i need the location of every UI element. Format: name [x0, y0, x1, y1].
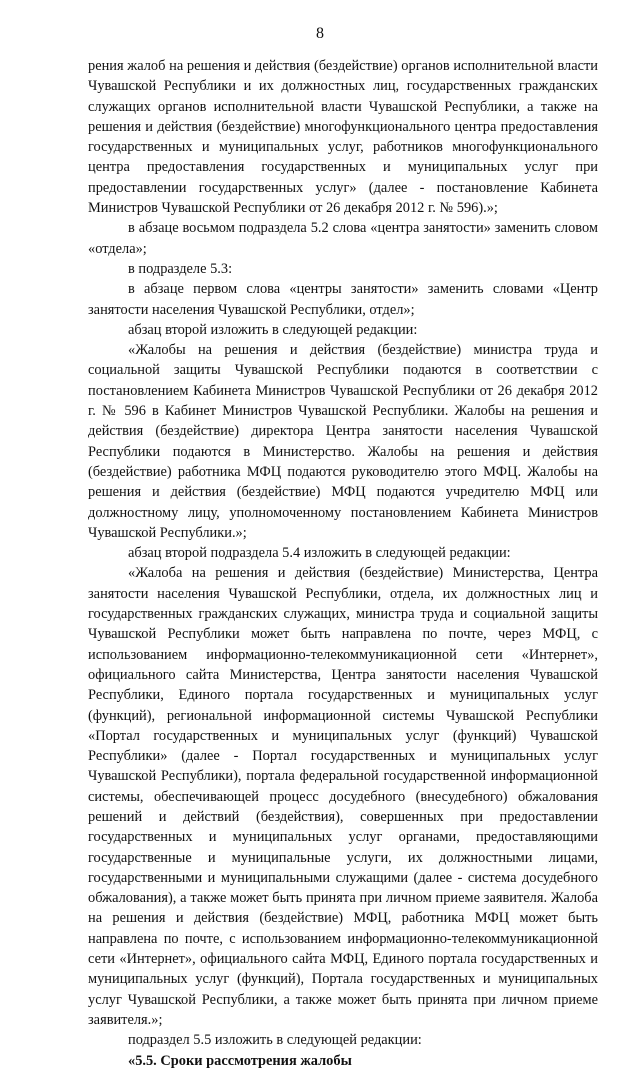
section-heading-5-5: «5.5. Сроки рассмотрения жалобы: [128, 1052, 352, 1069]
paragraph-subsection-5-3: в подразделе 5.3:: [128, 260, 233, 277]
paragraph-second-para-intro: абзац второй изложить в следующей редакции:: [128, 321, 418, 338]
paragraph-subsection-5-5-intro: подраздел 5.5 изложить в следующей редакции:: [128, 1032, 422, 1049]
paragraph-amendment-5-2: в абзаце восьмом подраздела 5.2 слова «центра занятости» заменить словом «отдела»;: [88, 220, 598, 257]
document-body: [88, 56, 598, 1071]
paragraph-continuation: рения жалоб на решения и действия (бездействие) органов исполнительной власти Чувашской Республики и их должностных лиц, государственных гражданских служащих органов исполнительной власти Чувашской Республики, а также на решения и действия (бездействие) многофункционального центра предоставления государственных и муниципальных услуг, работников многофункционального центра предоставления государственных и муниципальных услуг при предоставлении государственных услуг» (далее - постановление Кабинета Министров Чувашской Республики от 26 декабря 2012 г. № 596).»;: [88, 58, 598, 217]
page-number: 8: [316, 25, 324, 42]
paragraph-amendment-5-3-first: в абзаце первом слова «центры занятости» заменить словами «Центр занятости населения Чувашской Республики, отдел»;: [88, 281, 598, 318]
paragraph-complaint-channels-quote: «Жалоба на решения и действия (бездействие) Министерства, Центра занятости населения Чувашской Республики, отдела, их должностных лиц и государственных гражданских служащих, министра труда и социальной защиты Чувашской Республики может быть направлена по почте, через МФЦ, с использованием информационно-телекоммуникационной сети «Интернет», официального сайта Министерства, Центра занятости населения Чувашской Республики, Единого портала государственных и муниципальных услуг (функций), региональной информационной системы Чувашской Республики «Портал государственных и муниципальных услуг (функций) Чувашской Республики» (далее - Портал государственных и муниципальных услуг Чувашской Республики), портала федеральной государственной информационной системы, обеспечивающей процесс досудебного (внесудебного) обжалования решений и действий (бездействия), совершенных при предоставлении государственных и муниципальных услуг органами, предоставляющими государственные и муниципальные услуги, их должностными лицами, государственными и муниципальными служащими (далее - система досудебного обжалования), а также может быть принята при личном приеме заявителя. Жалоба на решения и действия (бездействие) МФЦ, работника МФЦ может быть направлена по почте, с использованием информационно-телекоммуникационной сети «Интернет», официального сайта МФЦ, Единого портала государственных и муниципальных услуг (функций), Портала государственных и муниципальных услуг Чувашской Республики, а также может быть принята при личном приеме заявителя.»;: [88, 565, 598, 1028]
paragraph-subsection-5-4-intro: абзац второй подраздела 5.4 изложить в следующей редакции:: [128, 545, 511, 562]
paragraph-complaints-quote: «Жалобы на решения и действия (бездействие) министра труда и социальной защиты Чувашской Республики подаются в соответствии с постановлением Кабинета Министров Чувашской Республики от 26 декабря 2012 г. № 596 в Кабинет Министров Чувашской Республики. Жалобы на решения и действия (бездействие) директора Центра занятости населения Чувашской Республики подаются в Министерство. Жалобы на решения и действия (бездействие) работника МФЦ подаются руководителю этого МФЦ. Жалобы на решения и действия (бездействие) МФЦ подаются учредителю МФЦ или должностному лицу, уполномоченному постановлением Кабинета Министров Чувашской Республики.»;: [88, 342, 598, 541]
